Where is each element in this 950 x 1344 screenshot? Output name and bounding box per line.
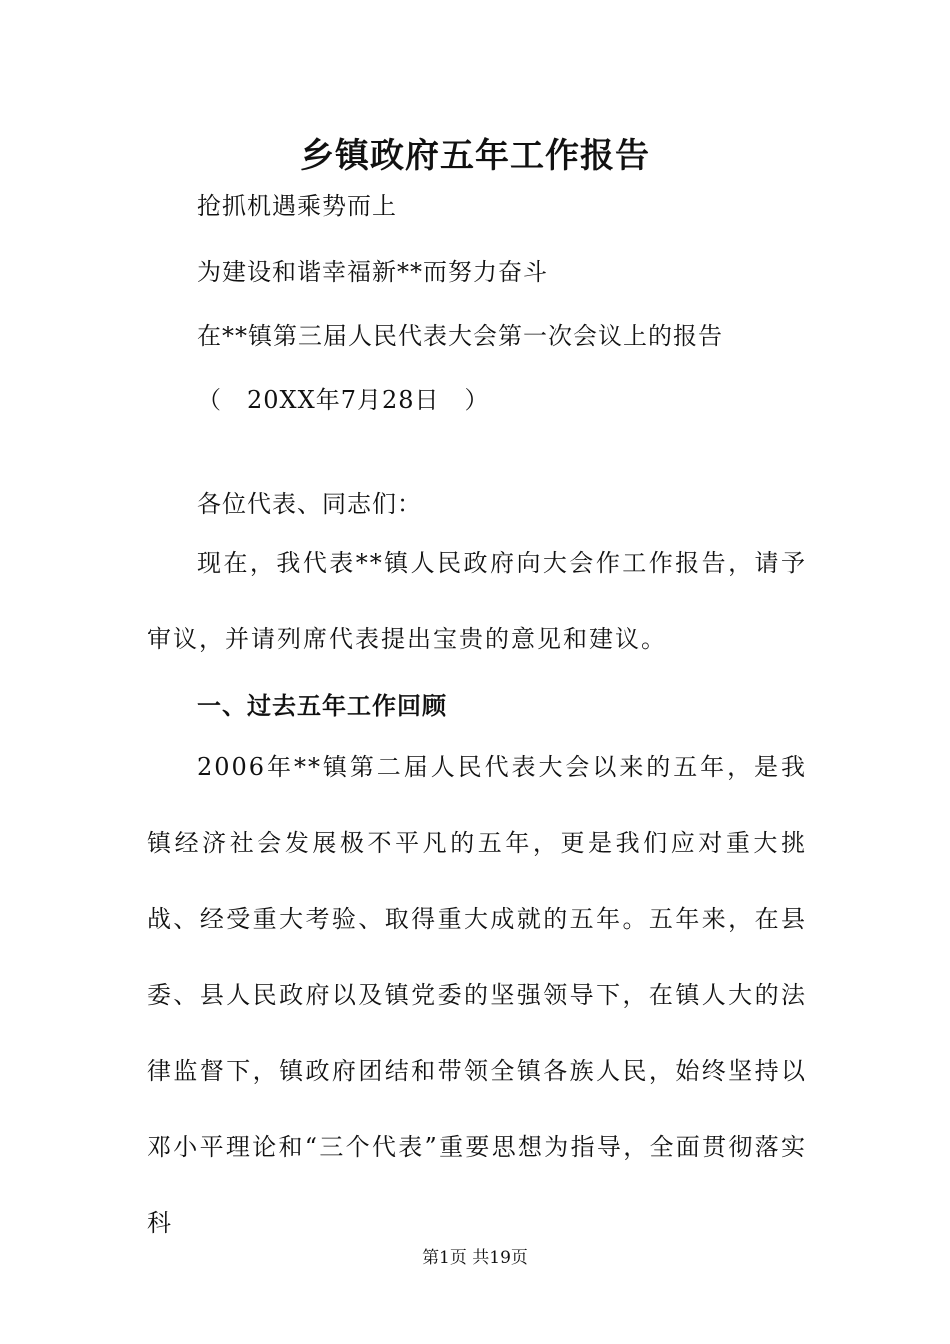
subtitle-line-2: 为建设和谐幸福新**而努力奋斗 — [197, 258, 548, 286]
document-title: 乡镇政府五年工作报告 — [300, 136, 650, 176]
subtitle-line-1: 抢抓机遇乘势而上 — [197, 192, 397, 220]
page-footer: 第1页 共19页 — [422, 1248, 528, 1268]
section-paragraph: 2006年**镇第二届人民代表大会以来的五年，是我镇经济社会发展极不平凡的五年，更是我们应对重大挑战、经受重大考验、取得重大成就的五年。五年来，在县委、县人民政府以及镇党委的坚强领导下，在镇人大的法律监督下，镇政府团结和带领全镇各族人民，始终坚持以邓小平理论和“三个代表”重要思想为指导，全面贯彻落实科 — [147, 753, 807, 1237]
intro-paragraph: 现在，我代表**镇人民政府向大会作工作报告，请予审议，并请列席代表提出宝贵的意见和建议。 — [147, 549, 807, 653]
section-heading: 一、过去五年工作回顾 — [197, 692, 447, 720]
salutation: 各位代表、同志们： — [197, 490, 422, 518]
subtitle-line-3: 在**镇第三届人民代表大会第一次会议上的报告 — [197, 322, 723, 350]
report-date: （ 20XX年7月28日 ） — [197, 386, 490, 414]
